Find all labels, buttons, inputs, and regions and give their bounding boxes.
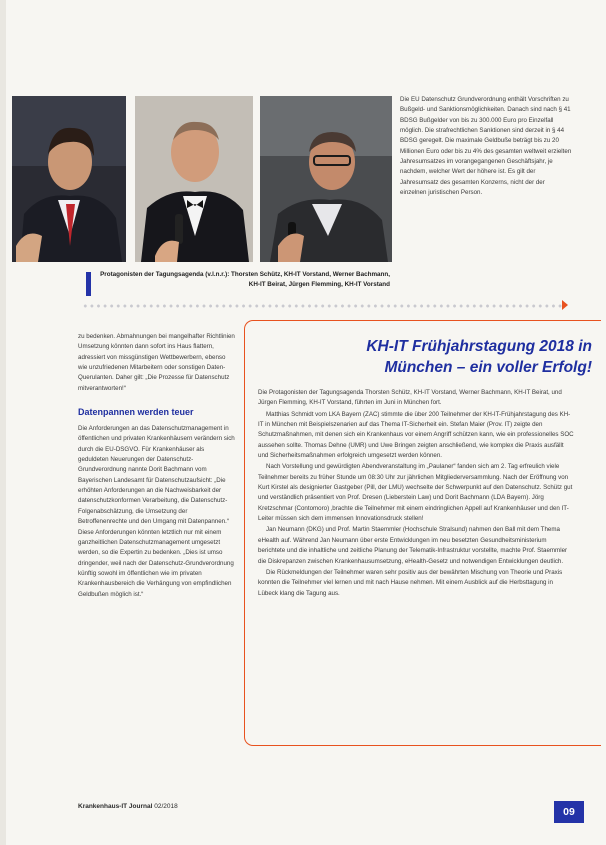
arrow-right-icon xyxy=(562,300,568,310)
page-footer xyxy=(78,803,178,810)
caption-accent-bar xyxy=(86,272,91,296)
page-number: 09 xyxy=(554,801,584,823)
headline-line-2: München – ein voller Erfolg! xyxy=(384,359,592,376)
dotted-divider xyxy=(82,304,562,308)
article-paragraph: Matthias Schmidt vom LKA Bayern (ZAC) stimmte die über 200 Teilnehmer der KH-IT-Frühjahrstagung des KH-IT in München mit Beispielszenarien auf das Thema IT-Sicherheit ein. Stefan Maier (Prov. IT) zeigte den Schutzmaßnahmen, mit denen sich ein Krankenhaus vor einem Angriff schützen kann, wie ein professionelles SOC aussehen sollte. Thomas Dehne (UMR) und Uwe Bringen zeigten anschließend, wie komplex die Praxis ausfällt und Sicherheitsmaßnahmen erfolgreich umgesetzt werden können. xyxy=(258,410,574,460)
article-headline xyxy=(262,336,592,378)
journal-name: Krankenhaus-IT Journal xyxy=(78,803,153,810)
left-body-paragraph: Die Anforderungen an das Datenschutzmanagement in öffentlichen und privaten Krankenhäusern verändern sich durch die EU-DSGVO. Für Krankenhäuser als geduldeten Neuerungen der Datenschutz-Grundverordnung nannte Dorit Bachmann vom Bayerischen Landesamt für Datenschutzaufsicht: „Die erhöhten Anforderungen an die Nachweisbarkeit der datenschutzkonformen Verarbeitung, die Datenschutz-Folgenabschätzung, die Umsetzung der Betroffenenrechte und den Umgang mit Datenpannen.“ Diese Anforderungen könnten letztlich nur mit einem ganzheitlichen Datenschutzmanagement umgesetzt werden, so die Expertin zu bedenken. „Dies ist umso dringender, weil nach der Datenschutz-Grundverordnung künftig sowohl im öffentlichen wie im privaten Krankenhausbereich die Verhängung von empfindlichen Geldbußen möglich ist.“ xyxy=(78,425,235,598)
left-column xyxy=(78,332,236,600)
article-body xyxy=(258,388,574,600)
top-right-paragraph: Die EU Datenschutz Grundverordnung enthält Vorschriften zu Bußgeld- und Sanktionsmöglichkeiten. Danach sind nach § 41 BDSG Bußgelder von bis zu 300.000 Euro pro Einzelfall möglich. Die strafrechtlichen Sanktionen sind derzeit in § 44 BDSG geregelt. Die maximale Geldbuße beträgt bis zu 20 Millionen Euro oder bis zu 4% des gesamten weltweit erzielten Jahresumsatzes im vorangegangenen Geschäftsjahr, je nachdem, welcher Wert der höhere ist. Es gilt der Jahresumsatz des gesamten Konzerns, nicht der der einzelnen juristischen Person. xyxy=(400,96,572,197)
article-paragraph: Jan Neumann (DKG) und Prof. Martin Staemmler (Hochschule Stralsund) nahmen den Ball mit dem Thema eHealth auf. Während Jan Neumann über erste Entwicklungen im neu besetzten Gesundheitsministerium berichtete und die inhaltliche und zeitliche Planung der Telematik-Infrastruktur vorstellte, machte Prof. Staemmler die Diskrepanzen zwischen Krankenhausumsetzung, eHealth-Gesetz und notwendigen Entwicklungen deutlich. xyxy=(258,526,568,565)
article-paragraph: Nach Vorstellung und gewürdigten Abendveranstaltung im „Paulaner“ fanden sich am 2. Tag erfreulich viele Teilnehmer bereits zu früher Stunde um 08:30 Uhr zur jährlichen Mitgliederversammlung. Nach der Eröffnung von Kurt Kirstel als designierter Gastgeber (Pill, der LMU) wechselte der Schwerpunkt auf den Datenschutz. Schütz gut und verständlich präsentiert von Prof. Dresen (Lieberstein Law) und Dorit Bachmann (LDA Bayern). Jörg Kretzschmar (Contomoro) ‚brachte die Teilnehmer mit einem eindringlichen Appell auf Krankenhäuser und den IT-Leiter müssen sich dem immensen Innovationsdruck stellen! xyxy=(258,463,573,523)
left-intro-paragraph: zu bedenken. Abmahnungen bei mangelhafter Richtlinien Umsetzung könnten dann sofort ins Haus flattern, adressiert von missgünstigen Wettbewerbern, ebenso wie unzufriedenen Mitarbeitern oder sonstigen Daten-Querulanten. Daher gilt: „Die Prozesse für Datenschutz mitverantworten!“ xyxy=(78,333,235,392)
photo-caption: Protagonisten der Tagungsagenda (v.l.n.r.): Thorsten Schütz, KH-IT Vorstand, Werner Bachmann, KH-IT Beirat, Jürgen Flemming, KH-IT Vorstand xyxy=(100,271,390,288)
photo-thorsten-schuetz xyxy=(12,96,126,262)
article-paragraph: Die Protagonisten der Tagungsagenda Thorsten Schütz, KH-IT Vorstand, Werner Bachmann, KH-IT Beirat, und Jürgen Flemming, KH-IT Vorstand, führten im Juni in München fort. xyxy=(258,389,562,407)
issue-number: 02/2018 xyxy=(154,803,178,810)
photo-juergen-flemming xyxy=(260,96,392,262)
article-paragraph: Die Rückmeldungen der Teilnehmer waren sehr positiv aus der bewährten Mischung von Theorie und Praxis konnten die Teilnehmer viel lernen und mit nach Hause nehmen. Mit einem Ausblick auf die Herbsttagung in Lübeck klang die Tagung aus. xyxy=(258,568,563,597)
top-right-column xyxy=(400,95,572,198)
section-subheading: Datenpannen werden teuer xyxy=(78,407,194,418)
headline-line-1: KH-IT Frühjahrstagung 2018 in xyxy=(366,338,592,355)
photo-werner-bachmann xyxy=(135,96,253,262)
page-gutter xyxy=(0,0,6,845)
